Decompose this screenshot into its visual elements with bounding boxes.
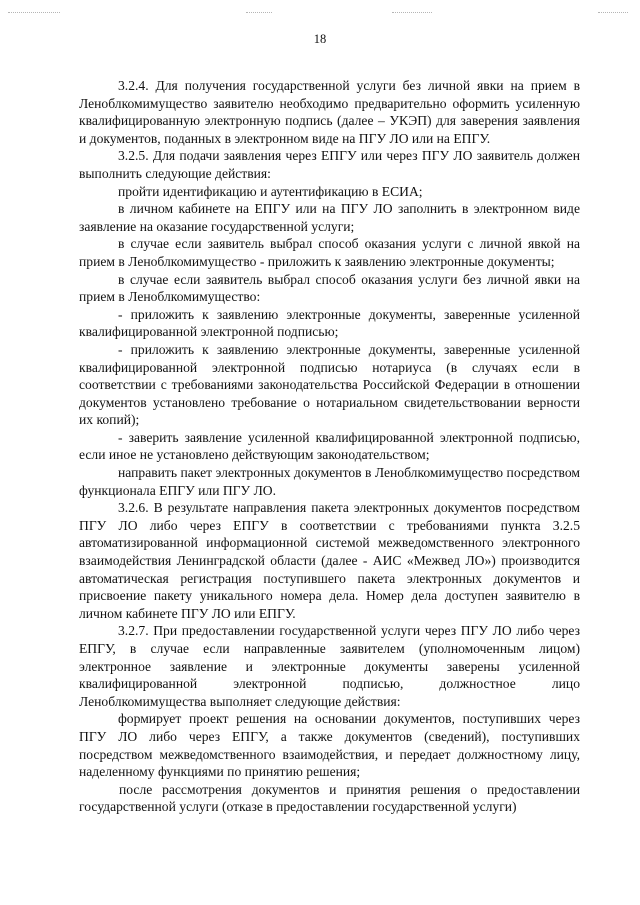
document-body [79,77,580,816]
paragraph: - приложить к заявлению электронные документы, заверенные усиленной квалифицированной электронной подписью; [79,306,580,340]
paragraph: в случае если заявитель выбрал способ оказания услуги без личной явки на прием в Леноблкомимущество: [79,271,580,305]
paragraph: - заверить заявление усиленной квалифицированной электронной подписью, если иное не установлено действующим законодательством; [79,429,580,463]
paragraph: - приложить к заявлению электронные документы, заверенные усиленной квалифицированной электронной подписью нотариуса (в случаях если в соответствии с требованиями законодательства Российской Федерации в отношении документов установлено требование о нотариальном свидетельствовании верности их копий); [79,341,580,428]
paragraph: в случае если заявитель выбрал способ оказания услуги с личной явкой на прием в Леноблкомимущество - приложить к заявлению электронные документы; [79,236,580,269]
scan-edge-line [392,12,432,13]
paragraph: после рассмотрения документов и принятия решения о предоставлении государственной услуги (отказе в предоставлении государственной услуги) [79,781,580,815]
page-number: 18 [313,32,327,46]
paragraph: 3.2.7. При предоставлении государственной услуги через ПГУ ЛО либо через ЕПГУ, в случае если направленные заявителем (уполномоченным лицом) электронное заявление и электронные документы заверены усиленной квалифицированной электронной подписью, должностное лицо Леноблкомимущества выполняет следующие действия: [79,623,580,709]
scan-edge-line [8,12,60,13]
paragraph: 3.2.5. Для подачи заявления через ЕПГУ или через ПГУ ЛО заявитель должен выполнить следующие действия: [79,148,580,181]
paragraph: пройти идентификацию и аутентификацию в ЕСИА; [118,183,423,199]
paragraph: в личном кабинете на ЕПГУ или на ПГУ ЛО заполнить в электронном виде заявление на оказание государственной услуги; [79,201,580,234]
scan-edge-line [598,12,628,13]
paragraph: 3.2.6. В результате направления пакета электронных документов посредством ПГУ ЛО либо через ЕПГУ в соответствии с требованиями пункта 3.2.5 автоматизированной информационной системой межведомственного электронного взаимодействия Ленинградской области (далее - АИС «Межвед ЛО») производится автоматическая регистрация поступившего пакета электронных документов и присвоение пакету уникального номера дела. Номер дела доступен заявителю в личном кабинете ПГУ ЛО или ЕПГУ. [79,500,580,621]
paragraph: формирует проект решения на основании документов, поступивших через ПГУ ЛО либо через ЕПГУ, а также документов (сведений), поступивших посредством межведомственного взаимодействия, и передает должностному лицу, наделенному функциями по принятию решения; [79,711,580,780]
paragraph: 3.2.4. Для получения государственной услуги без личной явки на прием в Леноблкомимущество заявителю необходимо предварительно оформить усиленную квалифицированную электронную подпись (далее – УКЭП) для заверения заявления и документов, поданных в электронном виде на ПГУ ЛО или на ЕПГУ. [79,78,580,146]
paragraph: направить пакет электронных документов в Леноблкомимущество посредством функционала ЕПГУ или ПГУ ЛО. [79,465,580,498]
scan-edge-line [246,12,272,13]
